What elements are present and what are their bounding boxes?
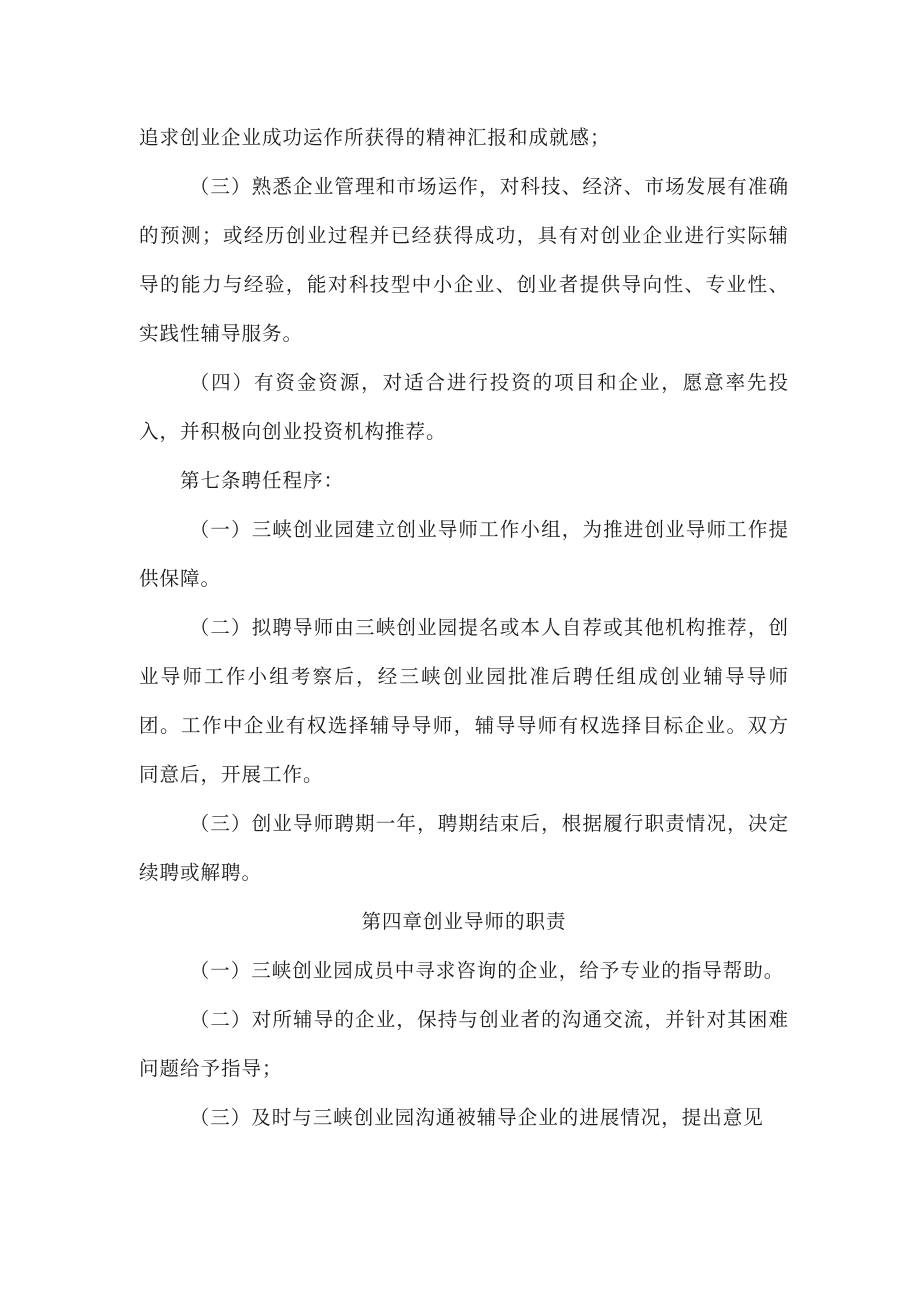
paragraph-item-1-procedure: （一）三峡创业园建立创业导师工作小组，为推进创业导师工作提供保障。: [139, 518, 789, 590]
paragraph-item-2-procedure: （二）拟聘导师由三峡创业园提名或本人自荐或其他机构推荐，创业导师工作小组考察后，经三峡创业园批准后聘任组成创业辅导导师团。工作中企业有权选择辅导导师，辅导导师有权选择目标企业。双方同意后，开展工作。: [139, 616, 789, 786]
paragraph-continuation: 追求创业企业成功运作所获得的精神汇报和成就感；: [139, 126, 611, 149]
article-7-heading: 第七条聘任程序：: [179, 469, 344, 492]
paragraph-item-3-duty: （三）及时与三峡创业园沟通被辅导企业的进展情况，提出意见: [189, 1106, 764, 1129]
paragraph-item-3-procedure: （三）创业导师聘期一年，聘期结束后，根据履行职责情况，决定续聘或解聘。: [139, 812, 789, 884]
paragraph-item-2-duty: （二）对所辅导的企业，保持与创业者的沟通交流，并针对其困难问题给予指导；: [139, 1008, 789, 1080]
chapter-4-title: 第四章创业导师的职责: [361, 910, 567, 933]
paragraph-item-3-qualification: （三）熟悉企业管理和市场运作，对科技、经济、市场发展有准确的预测；或经历创业过程并已经获得成功，具有对创业企业进行实际辅导的能力与经验，能对科技型中小企业、创业者提供导向性、专业性、实践性辅导服务。: [139, 175, 789, 345]
paragraph-item-4-qualification: （四）有资金资源，对适合进行投资的项目和企业，愿意率先投入，并积极向创业投资机构推荐。: [139, 371, 789, 443]
paragraph-item-1-duty: （一）三峡创业园成员中寻求咨询的企业，给予专业的指导帮助。: [189, 959, 785, 982]
document-body: [139, 113, 789, 1142]
